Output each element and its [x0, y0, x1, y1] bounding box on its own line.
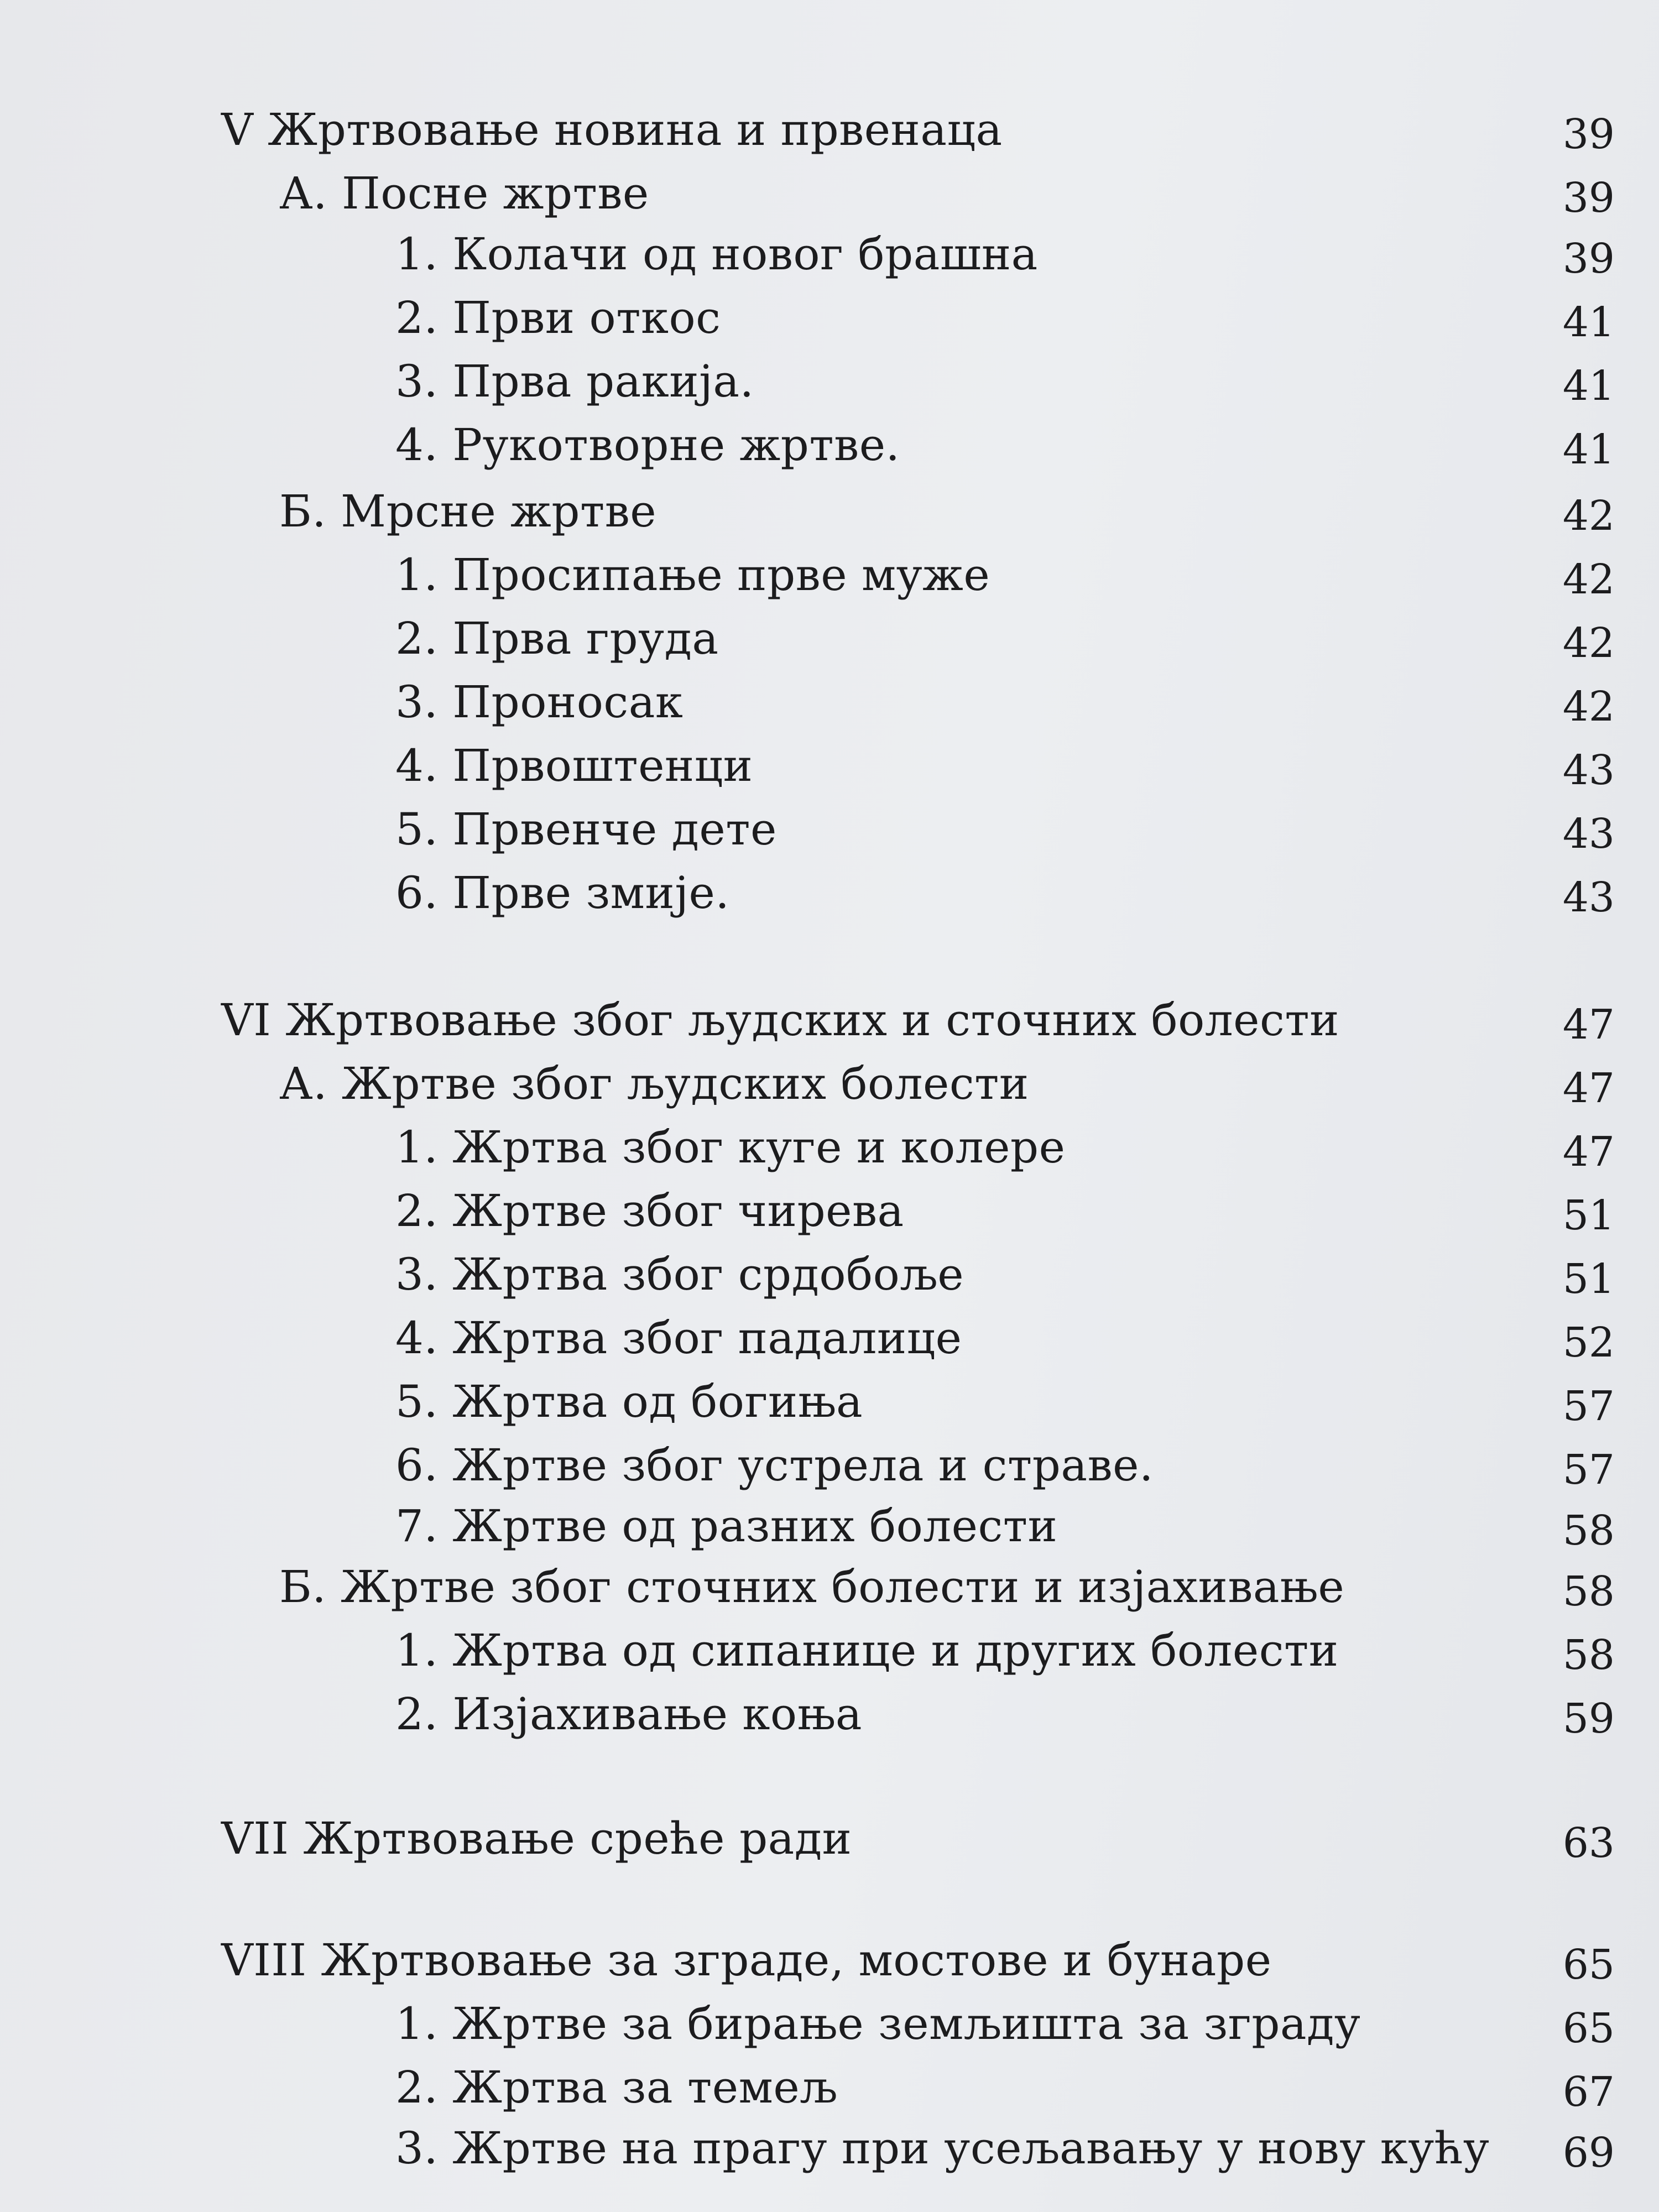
toc-entry-label: 2. Прва груда	[395, 613, 719, 664]
toc-entry-label: 6. Прве змије.	[395, 867, 730, 919]
toc-entry-label: 3. Жртва због срдобоље	[395, 1249, 964, 1300]
toc-item	[0, 1496, 1659, 1557]
toc-entry-page: 42	[1562, 492, 1615, 540]
toc-item	[0, 224, 1659, 285]
toc-item	[0, 1371, 1659, 1432]
toc-entry-label: 2. Жртве због чирева	[395, 1185, 904, 1237]
toc-entry-page: 52	[1562, 1319, 1615, 1366]
toc-subsection	[0, 481, 1659, 542]
toc-entry-label: Б. Мрсне жртве	[279, 486, 657, 537]
toc-entry-page: 51	[1562, 1192, 1615, 1239]
toc-entry-label: А. Жртве због људских болести	[279, 1058, 1029, 1109]
toc-entry-page: 43	[1562, 747, 1615, 794]
toc-item	[0, 735, 1659, 796]
toc-entry-label: 1. Колачи од новог брашна	[395, 228, 1038, 280]
toc-entry-label: 1. Жртва од сипанице и других болести	[395, 1625, 1339, 1676]
toc-subsection	[0, 1053, 1659, 1114]
toc-entry-page: 57	[1562, 1446, 1615, 1494]
toc-entry-page: 39	[1562, 111, 1615, 158]
toc-item	[0, 2057, 1659, 2118]
toc-item	[0, 608, 1659, 669]
toc-entry-page: 58	[1562, 1507, 1615, 1554]
toc-entry-label: 4. Првоштенци	[395, 740, 753, 791]
toc-entry-label: 3. Проносак	[395, 676, 684, 728]
toc-section-heading	[0, 100, 1659, 160]
toc-entry-page: 42	[1562, 683, 1615, 731]
toc-entry-page: 65	[1562, 2005, 1615, 2052]
toc-entry-label: 5. Жртва од богиња	[395, 1376, 863, 1427]
toc-item	[0, 2118, 1659, 2179]
toc-entry-page: 47	[1562, 1065, 1615, 1112]
toc-entry-label: А. Посне жртве	[279, 168, 649, 219]
toc-item	[0, 1181, 1659, 1241]
toc-entry-label: V Жртвовање новина и првенаца	[221, 104, 1003, 155]
toc-entry-label: 3. Прва ракија.	[395, 356, 754, 407]
toc-entry-label: 4. Рукотворне жртве.	[395, 419, 900, 471]
toc-entry-label: 2. Изјахивање коња	[395, 1688, 863, 1740]
toc-entry-label: 4. Жртва због падалице	[395, 1312, 962, 1364]
toc-item	[0, 1620, 1659, 1681]
toc-entry-label: 3. Жртве на прагу при усељавању у нову кућу	[395, 2122, 1490, 2174]
toc-item	[0, 1684, 1659, 1745]
toc-entry-page: 51	[1562, 1255, 1615, 1303]
toc-entry-page: 65	[1562, 1941, 1615, 1989]
toc-item	[0, 415, 1659, 476]
toc-entry-page: 42	[1562, 619, 1615, 667]
toc-entry-page: 39	[1562, 174, 1615, 222]
toc-entry-label: 1. Жртва због куге и колере	[395, 1121, 1066, 1173]
toc-entry-label: VI Жртвовање због људских и сточних болести	[221, 994, 1339, 1046]
toc-entry-page: 41	[1562, 426, 1615, 473]
toc-entry-page: 39	[1562, 235, 1615, 283]
toc-section-heading	[0, 990, 1659, 1051]
toc-entry-page: 43	[1562, 810, 1615, 858]
toc-item	[0, 288, 1659, 348]
toc-entry-label: 2. Први откос	[395, 292, 721, 343]
toc-subsection	[0, 1557, 1659, 1618]
toc-entry-page: 43	[1562, 874, 1615, 921]
toc-item	[0, 1308, 1659, 1369]
toc-item	[0, 672, 1659, 733]
toc-entry-label: 5. Првенче дете	[395, 804, 777, 855]
toc-entry-page: 41	[1562, 362, 1615, 410]
toc-entry-page: 58	[1562, 1631, 1615, 1679]
toc-entry-page: 67	[1562, 2068, 1615, 2116]
toc-entry-page: 58	[1562, 1568, 1615, 1615]
toc-entry-label: 2. Жртва за темељ	[395, 2062, 838, 2113]
toc-entry-page: 42	[1562, 556, 1615, 603]
toc-section-heading	[0, 1808, 1659, 1869]
toc-entry-page: 63	[1562, 1819, 1615, 1867]
toc-item	[0, 1117, 1659, 1178]
toc-entry-page: 47	[1562, 1128, 1615, 1176]
toc-entry-page: 41	[1562, 299, 1615, 346]
toc-entry-page: 57	[1562, 1383, 1615, 1430]
toc-entry-label: 7. Жртве од разних болести	[395, 1500, 1058, 1552]
toc-entry-label: 1. Жртве за бирање земљишта за зграду	[395, 1998, 1361, 2049]
toc-entry-page: 69	[1562, 2129, 1615, 2177]
toc-entry-label: Б. Жртве због сточних болести и изјахивање	[279, 1561, 1345, 1613]
toc-item	[0, 351, 1659, 412]
toc-entry-label: VIII Жртвовање за зграде, мостове и бунаре	[221, 1934, 1272, 1986]
toc-item	[0, 863, 1659, 924]
toc-item	[0, 545, 1659, 606]
toc-section-heading	[0, 1930, 1659, 1991]
toc-entry-label: 1. Просипање прве муже	[395, 549, 990, 601]
toc-item	[0, 799, 1659, 860]
toc-item	[0, 1435, 1659, 1496]
toc-item	[0, 1994, 1659, 2054]
toc-entry-page: 59	[1562, 1695, 1615, 1743]
toc-entry-label: 6. Жртве због устрела и страве.	[395, 1439, 1154, 1491]
toc-item	[0, 1244, 1659, 1305]
toc-entry-page: 47	[1562, 1001, 1615, 1048]
toc-entry-label: VII Жртвовање среће ради	[221, 1813, 852, 1864]
toc-subsection	[0, 163, 1659, 224]
